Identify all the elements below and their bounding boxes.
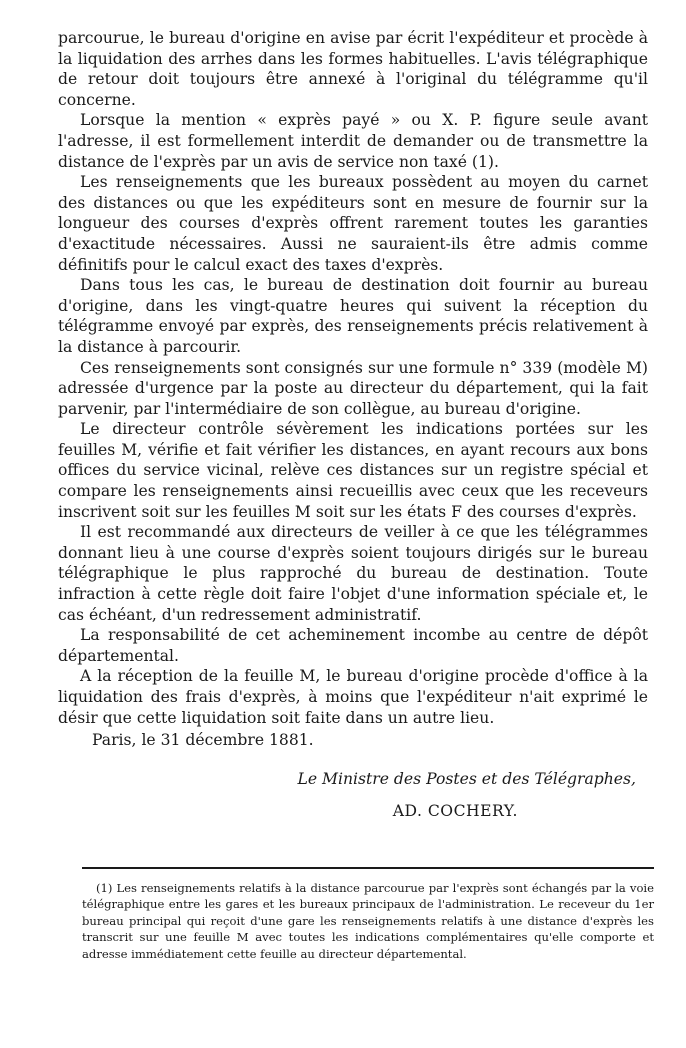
- paragraph-9: A la réception de la feuille M, le bureau d'origine procède d'office à la liquidation des frais d'exprès, à moins que l'expéditeur n'ait exprimé le désir que cette liquidation soit faite dans un autre lieu.: [58, 667, 648, 727]
- paragraph-5: Ces renseignements sont consignés sur une formule n° 339 (modèle M) adressée d'urgence par la poste au directeur du département, qui la fait parvenir, par l'intermédiaire de son collègue, au bureau d'origine.: [58, 358, 648, 418]
- footnote-divider: [82, 867, 654, 869]
- body-text: [58, 28, 648, 728]
- paragraph-4: Dans tous les cas, le bureau de destination doit fournir au bureau d'origine, dans les vingt-quatre heures qui suivent la réception du télégramme envoyé par exprès, des renseignements précis relativement à la distance à parcourir.: [58, 276, 648, 356]
- signature-block: [58, 769, 648, 821]
- paragraph-7: Il est recommandé aux directeurs de veiller à ce que les télégrammes donnant lieu à une course d'exprès soient toujours dirigés sur le bureau télégraphique le plus rapproché du bureau de destination. Toute infraction à cette règle doit faire l'objet d'une information spéciale et, le cas échéant, d'un redressement administratif.: [58, 523, 648, 624]
- signature-name: AD. COCHERY.: [392, 801, 518, 820]
- document-page: [58, 28, 648, 821]
- paragraph-8: La responsabilité de cet acheminement incombe au centre de dépôt départemental.: [58, 626, 648, 665]
- signature-title: Le Ministre des Postes et des Télégraphes,: [297, 769, 636, 788]
- paragraph-1: parcourue, le bureau d'origine en avise par écrit l'expéditeur et procède à la liquidation des arrhes dans les formes habituelles. L'avis télégraphique de retour doit toujours être annexé à l'original du télégramme qu'il concerne.: [58, 29, 648, 109]
- paragraph-2: Lorsque la mention « exprès payé » ou X. P. figure seule avant l'adresse, il est formellement interdit de demander ou de transmettre la distance de l'exprès par un avis de service non taxé (1).: [58, 111, 648, 171]
- paragraph-3: Les renseignements que les bureaux possèdent au moyen du carnet des distances ou que les expéditeurs sont en mesure de fournir sur la longueur des courses d'exprès offrent rarement toutes les garanties d'exactitude nécessaires. Aussi ne sauraient-ils être admis comme définitifs pour le calcul exact des taxes d'exprès.: [58, 173, 648, 274]
- footnote: (1) Les renseignements relatifs à la distance parcourue par l'exprès sont échangés par la voie télégraphique entre les gares et les bureaux principaux de l'administration. Le receveur du 1er bureau principal qui reçoit d'une gare les renseignements relatifs à une distance d'exprès les transcrit sur une feuille M avec toutes les indications complémentaires qu'elle comporte et adresse immédiatement cette feuille au directeur départemental.: [82, 881, 654, 961]
- paragraph-6: Le directeur contrôle sévèrement les indications portées sur les feuilles M, vérifie et fait vérifier les distances, en ayant recours aux bons offices du service vicinal, relève ces distances sur un registre spécial et compare les renseignements ainsi recueillis avec ceux que les receveurs inscrivent soit sur les feuilles M soit sur les états F des courses d'exprès.: [58, 420, 648, 521]
- date-line: Paris, le 31 décembre 1881.: [92, 731, 314, 750]
